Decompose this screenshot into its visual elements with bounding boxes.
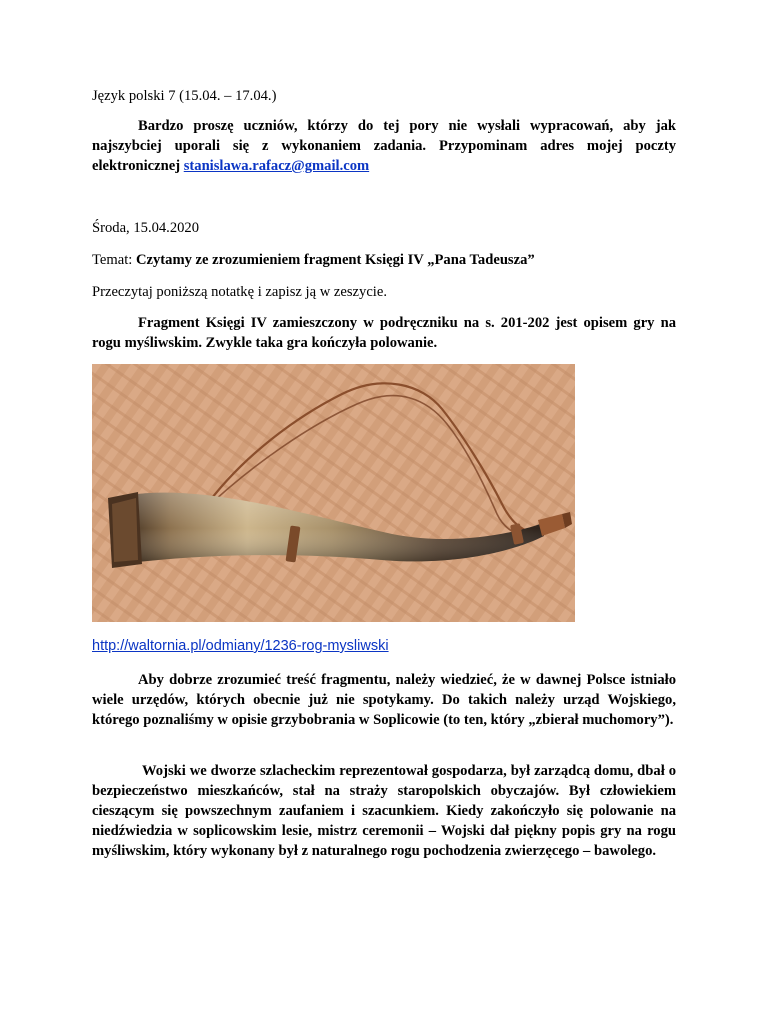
- topic-label: Temat:: [92, 252, 133, 268]
- lesson-topic: [92, 250, 676, 270]
- source-link[interactable]: http://waltornia.pl/odmiany/1236-rog-mysliwski: [92, 638, 389, 654]
- source-link-line: [92, 636, 676, 656]
- paragraph-wojski-role: Wojski we dworze szlacheckim reprezentował gospodarza, był zarządcą domu, dbał o bezpieczeństwo mieszkańców, stał na straży staropolskich obyczajów. Był człowiekiem cieszącym się powszechnym zaufaniem i szacunkiem. Kiedy zakończyło się polowanie na niedźwiedzia w soplicowskim lesie, mistrz ceremonii – Wojski dał piękny popis gry na rogu myśliwskim, który wykonany był z naturalnego rogu pochodzenia zwierzęcego – bawolego.: [92, 763, 676, 859]
- topic-title: Czytamy ze zrozumieniem fragment Księgi IV „Pana Tadeusza”: [135, 252, 535, 268]
- email-link[interactable]: stanislawa.rafacz@gmail.com: [183, 158, 370, 174]
- document-header: Język polski 7 (15.04. – 17.04.): [92, 88, 277, 104]
- lesson-date: Środa, 15.04.2020: [92, 220, 200, 236]
- paragraph-wojski-office: Aby dobrze zrozumieć treść fragmentu, należy wiedzieć, że w dawnej Polsce istniało wiele urzędów, których obecnie już nie spotykamy. Do takich należy urząd Wojskiego, którego poznaliśmy w opisie grzybobrania w Soplicowie (to ten, który „zbierał muchomory”).: [92, 672, 676, 728]
- instruction-text: Przeczytaj poniższą notatkę i zapisz ją w zeszycie.: [92, 284, 387, 300]
- intro-paragraph: [92, 116, 676, 176]
- intro-text: Bardzo proszę uczniów, którzy do tej pory nie wysłali wypracowań, aby jak najszybciej uporali się z wykonaniem zadania. Przypominam adres mojej poczty elektronicznej: [92, 118, 676, 174]
- hunting-horn-photo: [92, 364, 575, 622]
- paragraph-intro-fragment: Fragment Księgi IV zamieszczony w podręczniku na s. 201-202 jest opisem gry na rogu myśliwskim. Zwykle taka gra kończyła polowanie.: [92, 315, 676, 351]
